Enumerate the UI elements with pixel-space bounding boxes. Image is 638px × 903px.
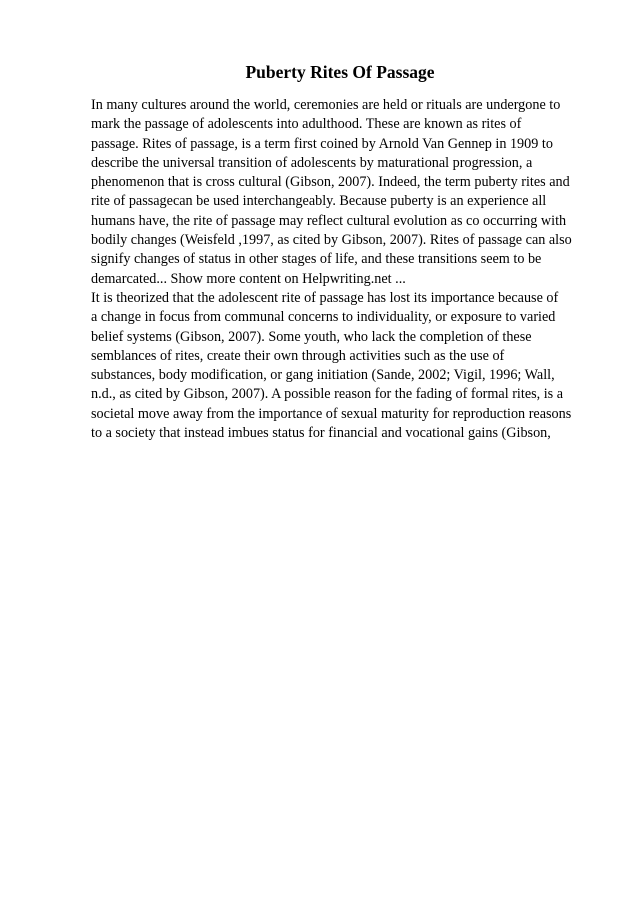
text-line: belief systems (Gibson, 2007). Some youth, who lack the completion of these bbox=[91, 328, 532, 345]
text-line: a change in focus from communal concerns to individuality, or exposure to varied bbox=[91, 309, 556, 326]
text-line: passage. Rites of passage, is a term first coined by Arnold Van Gennep in 1909 to bbox=[91, 135, 553, 152]
text-line: bodily changes (Weisfeld ,1997, as cited by Gibson, 2007). Rites of passage can also bbox=[91, 232, 572, 249]
text-line: substances, body modification, or gang initiation (Sande, 2002; Vigil, 1996; Wall, bbox=[91, 367, 555, 384]
text-line: n.d., as cited by Gibson, 2007). A possible reason for the fading of formal rites, is a bbox=[91, 386, 564, 403]
text-line: mark the passage of adolescents into adulthood. These are known as rites of bbox=[91, 116, 522, 133]
text-line: phenomenon that is cross cultural (Gibson, 2007). Indeed, the term puberty rites and bbox=[91, 174, 570, 191]
text-line: to a society that instead imbues status for financial and vocational gains (Gibson, bbox=[91, 425, 551, 442]
body-text bbox=[91, 96, 571, 443]
text-line: It is theorized that the adolescent rite of passage has lost its importance because of bbox=[91, 289, 559, 306]
page-title: Puberty Rites Of Passage bbox=[245, 62, 435, 82]
text-line: signify changes of status in other stages of life, and these transitions seem to be bbox=[91, 251, 542, 268]
text-line: humans have, the rite of passage may reflect cultural evolution as co occurring with bbox=[91, 212, 567, 229]
text-line: semblances of rites, create their own through activities such as the use of bbox=[91, 347, 505, 364]
text-line: In many cultures around the world, ceremonies are held or rituals are undergone to bbox=[91, 97, 561, 113]
text-line: describe the universal transition of adolescents by maturational progression, a bbox=[91, 154, 533, 171]
text-line: rite of passagecan be used interchangeably. Because puberty is an experience all bbox=[91, 193, 547, 210]
text-line: societal move away from the importance of sexual maturity for reproduction reasons bbox=[91, 405, 572, 422]
text-line-show-more: demarcated... Show more content on Helpwriting.net ... bbox=[91, 270, 406, 287]
